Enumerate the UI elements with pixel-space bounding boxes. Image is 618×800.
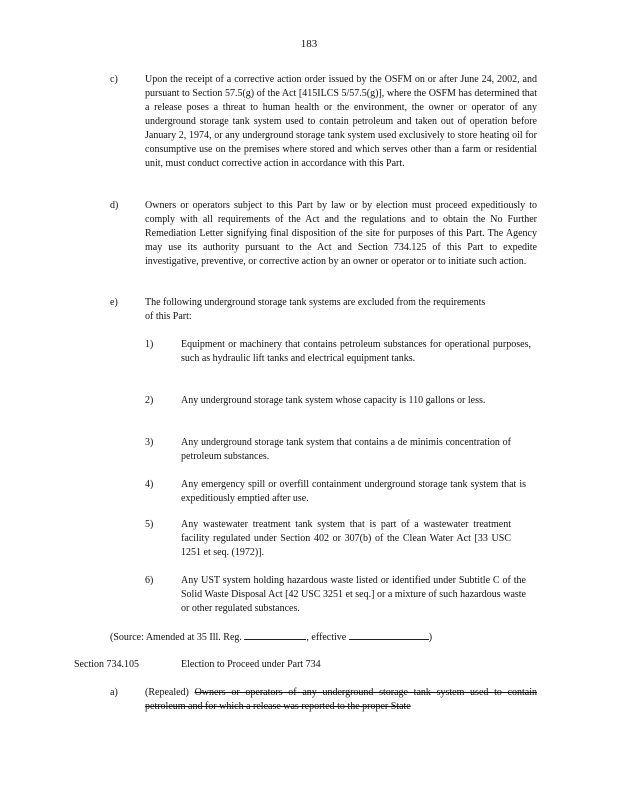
- item-5-label: 5): [145, 519, 154, 530]
- item-5-text: Any wastewater treatment tank system that is part of a wastewater treatment facility regulated under Section 402 or 307(b) of the Clean Water Act [33 USC 1251 et seq. (1972)].: [181, 519, 511, 558]
- page-number: 183: [300, 38, 318, 50]
- item-4-label: 4): [145, 479, 154, 490]
- section-number: Section 734.105: [74, 659, 139, 670]
- subsection-a-label: a): [110, 687, 118, 698]
- effective-date-blank: [349, 630, 429, 640]
- source-prefix: (Source: Amended at 35 Ill. Reg.: [110, 632, 242, 643]
- repealed-note: (Repealed): [145, 687, 189, 698]
- source-note: [110, 630, 530, 645]
- item-4-text: Any emergency spill or overfill containment underground storage tank system that is expeditiously emptied after use.: [181, 479, 526, 504]
- item-3-label: 3): [145, 437, 154, 448]
- subsection-a-text: [145, 686, 537, 714]
- source-suffix: ): [428, 632, 433, 643]
- paragraph-d-label: d): [110, 200, 119, 211]
- source-mid: , effective: [306, 632, 347, 643]
- item-2-text: Any underground storage tank system whose capacity is 110 gallons or less.: [181, 395, 486, 406]
- struck-text: Owners or operators of any underground storage tank system used to contain petroleum and for which a release was reported to the proper State: [145, 687, 537, 712]
- paragraph-e-label: e): [110, 297, 118, 308]
- item-2-label: 2): [145, 395, 154, 406]
- amendment-blank: [244, 630, 306, 640]
- paragraph-d-text: Owners or operators subject to this Part by law or by election must proceed expeditiously to comply with all requirements of the Act and the regulations and to obtain the No Further Remediation Letter signifying final disposition of the site for purposes of this Part. The Agency may use its authority pursuant to the Act and Section 734.125 of this Part to expedite investigative, preventive, or corrective action by an owner or operator or to initiate such action.: [145, 200, 537, 267]
- item-3-text: Any underground storage tank system that contains a de minimis concentration of petroleum substances.: [181, 437, 511, 462]
- section-title: Election to Proceed under Part 734: [181, 659, 321, 670]
- item-1-label: 1): [145, 339, 154, 350]
- paragraph-e-text: The following underground storage tank systems are excluded from the requirements of this Part:: [145, 297, 486, 322]
- paragraph-c-text: Upon the receipt of a corrective action order issued by the OSFM on or after June 24, 2002, and pursuant to Section 57.5(g) of the Act [415ILCS 5/57.5(g)], where the OSFM has determined that a release poses a threat to human health or the environment, the owner or operator of any underground storage tank system used to contain petroleum and taken out of operation before January 2, 1974, or any underground storage tank system used exclusively to store heating oil for consumptive use on the premises where stored and which serves other than a farm or residential unit, must conduct corrective action in accordance with this Part.: [145, 74, 537, 169]
- item-6-label: 6): [145, 575, 154, 586]
- item-6-text: Any UST system holding hazardous waste listed or identified under Subtitle C of the Solid Waste Disposal Act [42 USC 3251 et seq.] or a mixture of such hazardous waste or other regulated substances.: [181, 575, 526, 614]
- item-1-text: Equipment or machinery that contains petroleum substances for operational purposes, such as hydraulic lift tanks and electrical equipment tanks.: [181, 339, 531, 364]
- paragraph-c-label: c): [110, 74, 118, 85]
